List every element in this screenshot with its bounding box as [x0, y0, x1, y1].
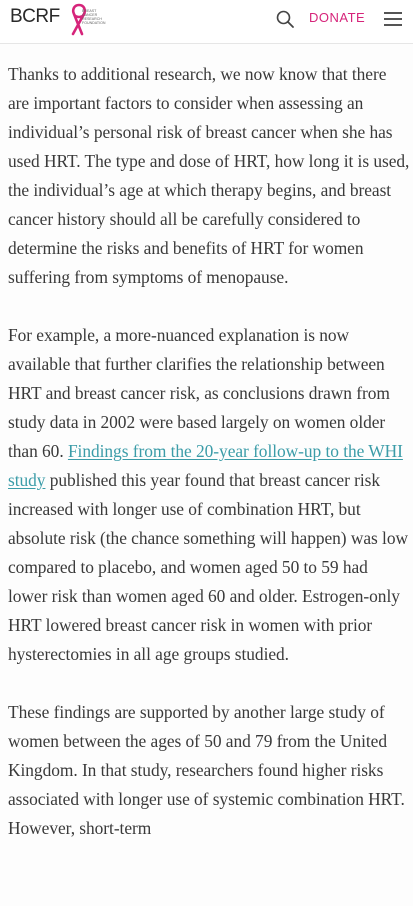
- logo-subtext-line: FOUNDATION: [82, 21, 106, 25]
- article-paragraph: These findings are supported by another large study of women between the ages of 50 and 79 from the United Kingdom. In that study, researchers found higher risks associated with longer use of systemic combination HRT. However, short-term: [8, 702, 405, 838]
- hamburger-menu-icon: [384, 18, 402, 20]
- article-text: For example, a more-nuanced explanation is now available that further clarifies the relationship between HRT and breast cancer risk, as conclusions drawn from study data in 2002 were based largely on women older than 60.: [8, 325, 390, 461]
- hamburger-menu-icon: [384, 12, 402, 14]
- article-paragraph: [8, 321, 410, 669]
- article-text: published this year found that breast cancer risk increased with longer use of combination HRT, but absolute risk (the chance something will happen) was low compared to placebo, and women aged 50 to 59 had lower risk than women aged 60 and older. Estrogen-only HRT lowered breast cancer risk in women with prior hysterectomies in all age groups studied.: [8, 470, 408, 664]
- article-paragraph: Thanks to additional research, we now know that there are important factors to consider when assessing an individual’s personal risk of breast cancer when she has used HRT. The type and dose of HRT, how long it is used, the individual’s age at which therapy begins, and breast cancer history should all be carefully considered to determine the risks and benefits of HRT for women suffering from symptoms of menopause.: [8, 64, 410, 287]
- menu-button[interactable]: [382, 8, 404, 30]
- whi-study-link[interactable]: Findings from the 20-year follow-up to the WHI study: [8, 441, 403, 490]
- donate-button[interactable]: DONATE: [309, 10, 366, 25]
- article-body: [8, 60, 410, 872]
- logo-subtext-line: RESEARCH: [82, 17, 102, 21]
- hamburger-menu-icon: [384, 24, 402, 26]
- search-icon: [274, 8, 296, 30]
- logo-subtext: [82, 9, 108, 25]
- site-header: [0, 0, 413, 44]
- search-button[interactable]: [274, 8, 296, 30]
- logo-subtext-line: CANCER: [82, 13, 98, 17]
- bcrf-logo[interactable]: [10, 2, 106, 38]
- logo-subtext-line: BREAST: [82, 9, 97, 13]
- logo-wordmark: BCRF: [10, 6, 60, 27]
